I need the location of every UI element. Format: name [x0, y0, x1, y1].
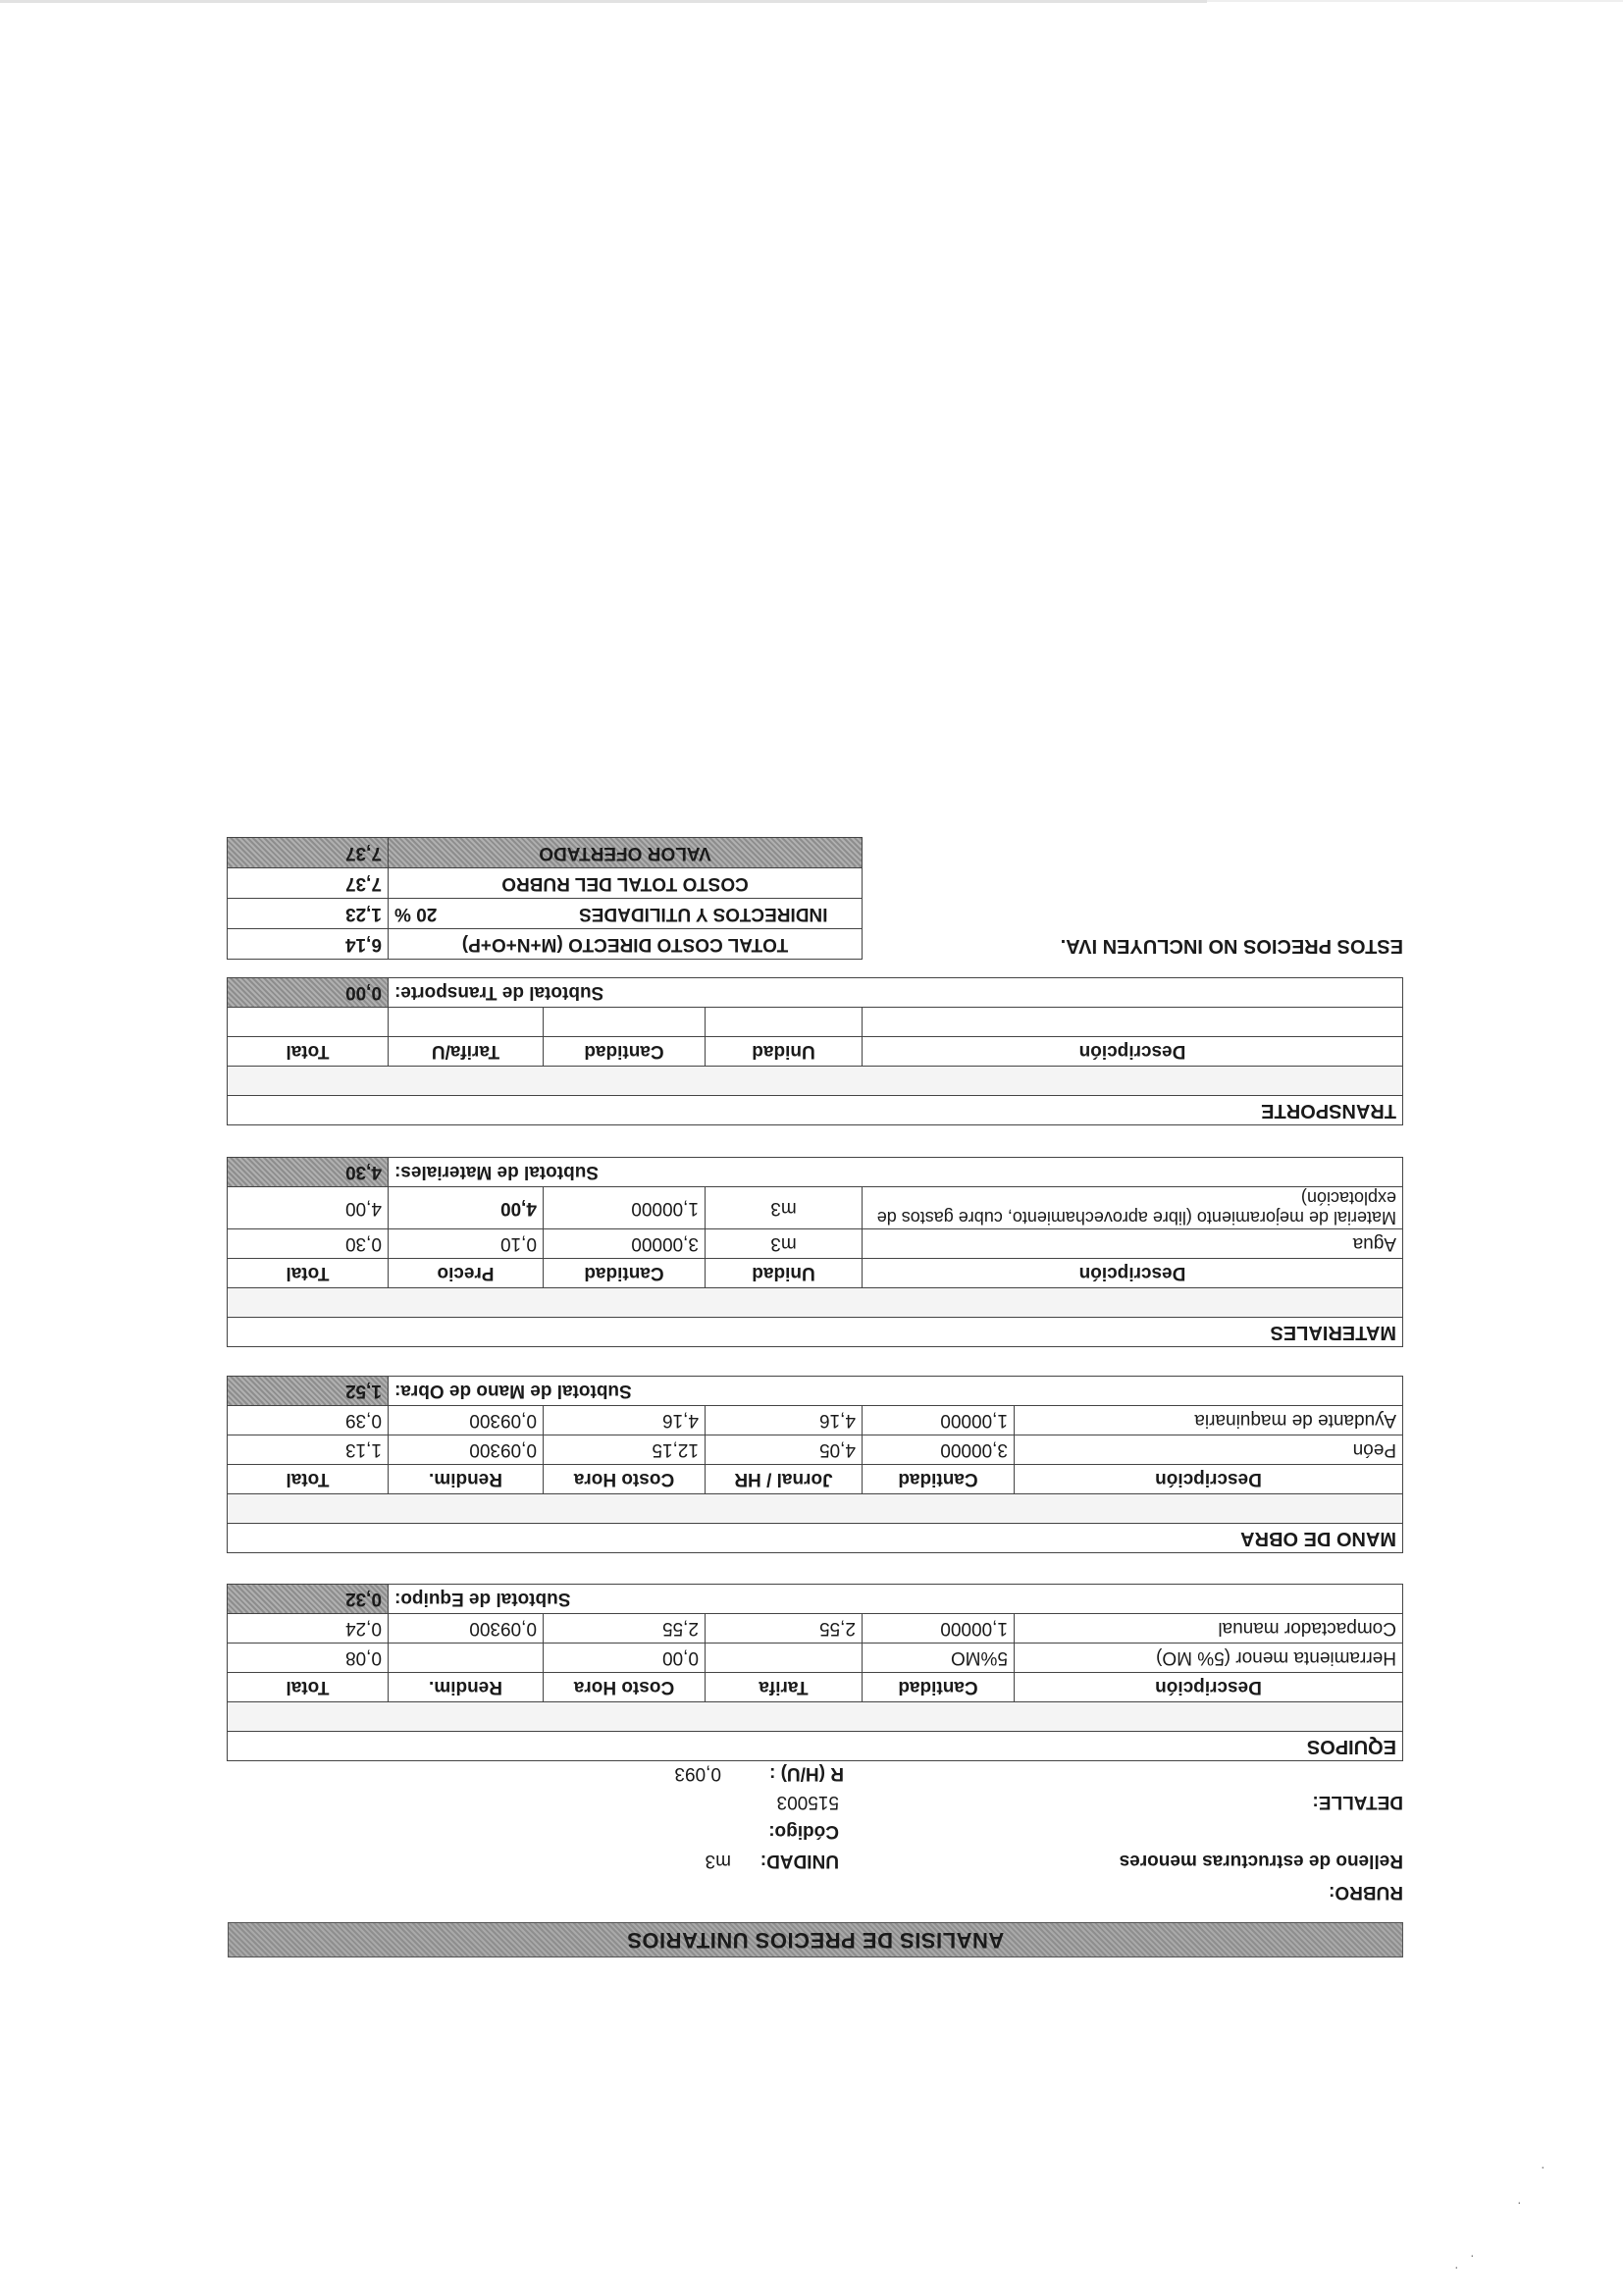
transporte-title: TRANSPORTE	[227, 1096, 1402, 1125]
cell-total: 1,13	[227, 1435, 388, 1465]
unidad-label: UNIDAD:	[759, 1851, 839, 1871]
cell-total: 0,30	[227, 1229, 388, 1259]
materiales-subtotal-label: Subtotal de Materiales:	[389, 1158, 1403, 1187]
materiales-table	[227, 1157, 1403, 1347]
cell-descripcion: Herramienta menor (5% MO)	[1015, 1644, 1403, 1673]
transporte-subtotal-label: Subtotal de Transporte:	[389, 978, 1403, 1008]
cell-descripcion: Agua	[863, 1229, 1403, 1259]
cell-rendimiento: 0,09300	[389, 1406, 544, 1435]
scan-speck: ·	[1470, 2247, 1475, 2263]
table-row	[227, 1229, 1402, 1259]
document-title: ANALISIS DE PRECIOS UNITARIOS	[228, 1922, 1403, 1957]
rhu-label: R (H/U) :	[769, 1763, 844, 1784]
col-cantidad: Cantidad	[863, 1465, 1015, 1494]
cell-precio: 4,00	[389, 1187, 544, 1229]
scan-speck: ·	[1541, 2159, 1545, 2174]
cell-rendimiento: 0,09300	[389, 1614, 544, 1644]
transporte-table	[227, 977, 1403, 1125]
cell-cantidad: 3,00000	[544, 1229, 706, 1259]
cell-costo-hora: 12,15	[544, 1435, 706, 1465]
mano-obra-subtotal-value: 1,52	[227, 1377, 388, 1406]
col-total: Total	[227, 1259, 388, 1288]
equipos-subtotal-label: Subtotal de Equipo:	[389, 1585, 1403, 1614]
cell-total: 0,08	[227, 1644, 388, 1673]
col-descripcion: Descripción	[863, 1259, 1403, 1288]
col-tarifa: Tarifa	[706, 1673, 863, 1702]
cell-unidad: m3	[706, 1187, 863, 1229]
rhu-value: 0,093	[674, 1763, 721, 1784]
totals-table	[227, 837, 863, 960]
total-directo-label: TOTAL COSTO DIRECTO (M+N+O+P)	[389, 929, 863, 960]
materiales-title: MATERIALES	[227, 1318, 1402, 1347]
empty-cell	[706, 1008, 863, 1037]
cell-cantidad: 1,00000	[863, 1614, 1015, 1644]
cell-total: 4,00	[227, 1187, 388, 1229]
col-cantidad: Cantidad	[544, 1037, 706, 1067]
unidad-value: m3	[705, 1851, 731, 1871]
scan-speck: ·	[1454, 2259, 1459, 2274]
cell-jornal: 4,05	[706, 1435, 863, 1465]
equipos-table	[227, 1584, 1403, 1761]
col-cantidad: Cantidad	[544, 1259, 706, 1288]
cell-precio: 0,10	[389, 1229, 544, 1259]
cell-descripcion: Peón	[1015, 1435, 1403, 1465]
scan-edge	[1207, 0, 1623, 2]
empty-cell	[227, 1008, 388, 1037]
equipos-subtotal-value: 0,32	[227, 1585, 388, 1614]
rubro-value: Relleno de estructuras menores	[1119, 1851, 1403, 1871]
codigo-value: 515003	[776, 1792, 839, 1812]
materiales-subtotal-value: 4,30	[227, 1158, 388, 1187]
iva-note: ESTOS PRECIOS NO INCLUYEN IVA.	[1060, 935, 1403, 957]
indirectos-percent: 20 %	[389, 899, 546, 929]
spacer-row	[227, 1702, 1402, 1732]
cell-descripcion: Compactador manual	[1015, 1614, 1403, 1644]
cell-costo-hora: 2,55	[544, 1614, 706, 1644]
col-rendimiento: Rendim.	[389, 1673, 544, 1702]
rubro-label: RUBRO:	[1329, 1882, 1403, 1903]
scanned-sheet-upside-down	[228, 795, 1403, 1957]
empty-cell	[544, 1008, 706, 1037]
spacer-row	[227, 1288, 1402, 1318]
equipos-title: EQUIPOS	[227, 1732, 1402, 1761]
mano-obra-subtotal-label: Subtotal de Mano de Obra:	[389, 1377, 1403, 1406]
col-total: Total	[227, 1465, 388, 1494]
cell-descripcion: Material de mejoramiento (libre aprovechamiento, cubre gastos de explotación)	[863, 1187, 1403, 1229]
col-unidad: Unidad	[706, 1037, 863, 1067]
spacer-row	[227, 1067, 1402, 1096]
cell-tarifa	[706, 1644, 863, 1673]
col-costo-hora: Costo Hora	[544, 1673, 706, 1702]
valor-ofertado-value: 7,37	[228, 838, 389, 868]
cell-tarifa: 2,55	[706, 1614, 863, 1644]
empty-cell	[389, 1008, 544, 1037]
cell-jornal: 4,16	[706, 1406, 863, 1435]
col-rendimiento: Rendim.	[389, 1465, 544, 1494]
cell-descripcion: Ayudante de maquinaria	[1015, 1406, 1403, 1435]
col-tarifa-u: Tarifa/U	[389, 1037, 544, 1067]
spacer-row	[227, 1494, 1402, 1524]
col-descripcion: Descripción	[1015, 1673, 1403, 1702]
cell-total: 0,24	[227, 1614, 388, 1644]
col-descripcion: Descripción	[863, 1037, 1403, 1067]
cell-rendimiento	[389, 1644, 544, 1673]
table-row	[227, 1614, 1402, 1644]
detalle-label: DETALLE:	[1312, 1792, 1403, 1812]
cell-costo-hora: 4,16	[544, 1406, 706, 1435]
cell-cantidad: 1,00000	[863, 1406, 1015, 1435]
valor-ofertado-label: VALOR OFERTADO	[389, 838, 863, 868]
cell-total: 0,39	[227, 1406, 388, 1435]
mano-obra-table	[227, 1376, 1403, 1553]
table-row	[227, 1644, 1402, 1673]
total-directo-value: 6,14	[228, 929, 389, 960]
codigo-label: Código:	[768, 1821, 839, 1842]
costo-total-value: 7,37	[228, 868, 389, 899]
col-precio: Precio	[389, 1259, 544, 1288]
cell-cantidad: 5%MO	[863, 1644, 1015, 1673]
cell-cantidad: 3,00000	[863, 1435, 1015, 1465]
transporte-subtotal-value: 0,00	[227, 978, 388, 1008]
mano-obra-title: MANO DE OBRA	[227, 1524, 1402, 1553]
col-unidad: Unidad	[706, 1259, 863, 1288]
indirectos-value: 1,23	[228, 899, 389, 929]
col-costo-hora: Costo Hora	[544, 1465, 706, 1494]
col-total: Total	[227, 1673, 388, 1702]
col-total: Total	[227, 1037, 388, 1067]
price-analysis-document	[228, 795, 1403, 1957]
scan-edge	[0, 0, 1207, 3]
indirectos-label: INDIRECTOS Y UTILIDADES	[546, 899, 863, 929]
table-row	[227, 1008, 1402, 1037]
table-row	[227, 1187, 1402, 1229]
costo-total-label: COSTO TOTAL DEL RUBRO	[389, 868, 863, 899]
table-row	[227, 1435, 1402, 1465]
cell-cantidad: 1,00000	[544, 1187, 706, 1229]
scan-speck: ·	[1517, 2194, 1522, 2210]
cell-costo-hora: 0,00	[544, 1644, 706, 1673]
cell-unidad: m3	[706, 1229, 863, 1259]
empty-cell	[863, 1008, 1403, 1037]
col-cantidad: Cantidad	[863, 1673, 1015, 1702]
table-row	[227, 1406, 1402, 1435]
col-jornal-hr: Jornal / HR	[706, 1465, 863, 1494]
cell-rendimiento: 0,09300	[389, 1435, 544, 1465]
col-descripcion: Descripción	[1015, 1465, 1403, 1494]
